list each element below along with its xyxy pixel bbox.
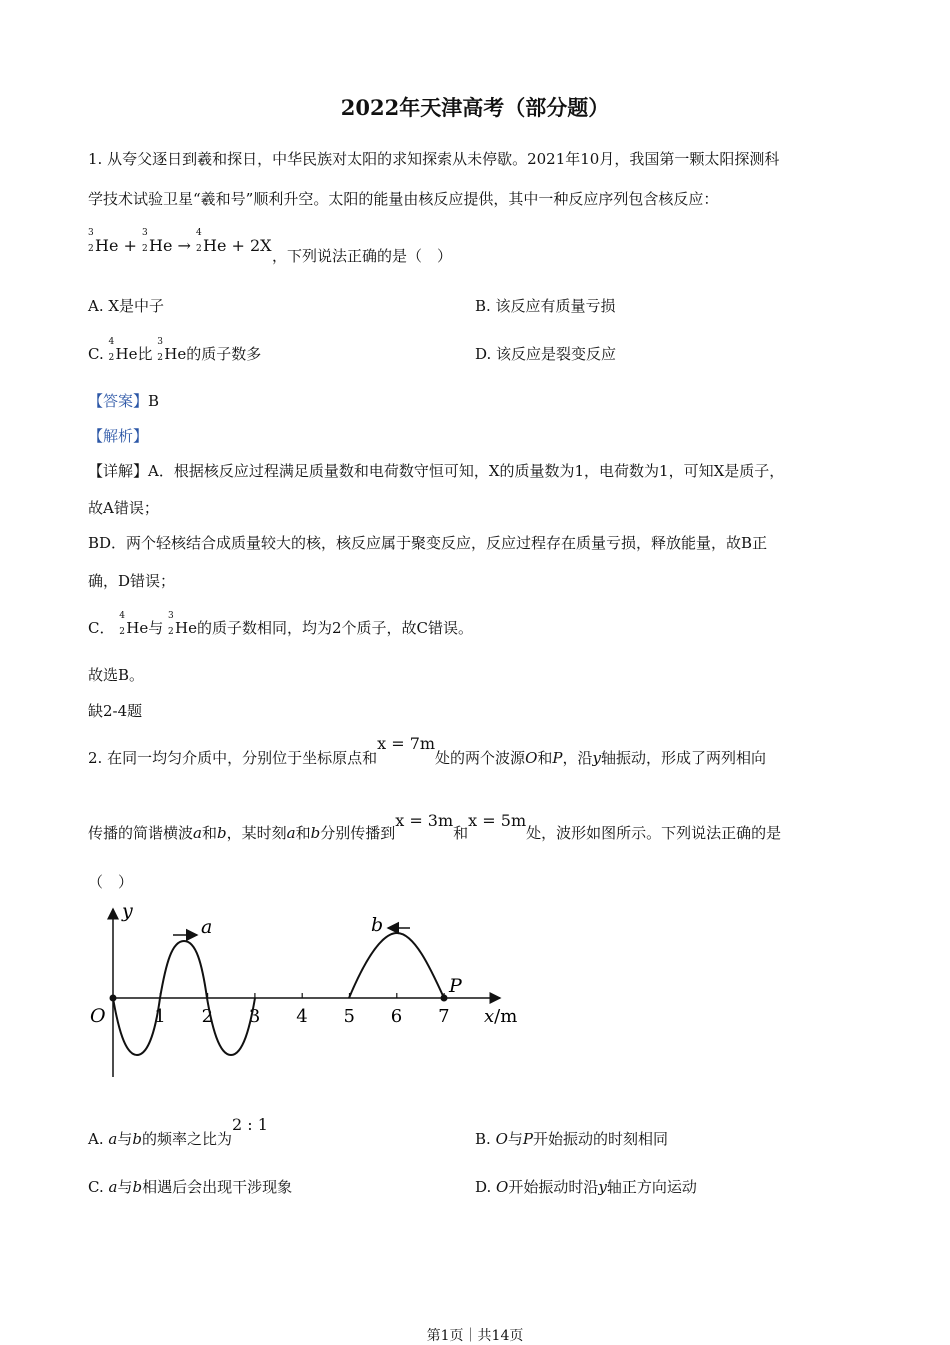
q1-option-b[interactable]: B. 该反应有质量亏损 [475,297,616,315]
q2-option-c[interactable]: C. a与b相遇后会出现干涉现象 [88,1178,293,1196]
wave-a-label: a [201,916,213,938]
wave-b [349,933,444,998]
missing-questions-note: 缺2-4题 [88,702,143,720]
x-tick-label: 1 [154,1006,166,1027]
q1-conclusion: 故选B。 [88,666,145,684]
q1-equation: 3 2 He + 3 2 He → 4 2 He + 2X [88,228,272,255]
q2-stem-line2: 传播的简谐横波a和b，某时刻a和b分别传播到x = 3m和x = 5m处，波形如图所示。下列说法正确的是 [88,811,782,842]
x-tick-label: 3 [248,1006,261,1027]
wave-figure [80,895,540,1085]
x-tick-label: 4 [296,1006,308,1027]
page-title: 2022年天津高考（部分题） [340,95,610,120]
point-p-label: P [449,975,462,997]
q1-detail-line1: 【详解】A．根据核反应过程满足质量数和电荷数守恒可知，X的质量数为1，电荷数为1，可知X是质子， [88,462,785,480]
source-p-dot [441,995,448,1002]
x-tick-label: 6 [390,1006,403,1027]
x-tick-label: 2 [201,1006,214,1027]
x-tick-label: 5 [343,1006,355,1027]
q1-stem-line1: 1. 从夸父逐日到羲和探日，中华民族对太阳的求知探索从未停歇。2021年10月，我国第一颗太阳探测科 [88,150,780,168]
q1-stem-line2: 学技术试验卫星“羲和号”顺利升空。太阳的能量由核反应提供，其中一种反应序列包含核反应： [88,190,719,208]
origin-label: O [90,1005,106,1027]
q1-detail-line5: C． 4 2 He与 3 2 He的质子数相同，均为2个质子，故C错误。 [88,611,474,637]
x-tick-label: 7 [438,1006,450,1027]
q2-option-a[interactable]: A. a与b的频率之比为2 : 1 [88,1115,268,1148]
q1-answer: 【答案】B [88,392,160,410]
x-axis-label: x/m [484,1006,518,1027]
q1-stem-tail: ，下列说法正确的是（ ） [272,247,453,265]
q2-stem-line1: 2. 在同一均匀介质中，分别位于坐标原点和x = 7m处的两个波源O和P，沿y轴振动，形成了两列相向 [88,734,766,767]
q1-analysis-label: 【解析】 [88,427,149,445]
q1-detail-line3: BD．两个轻核结合成质量较大的核，核反应属于聚变反应，反应过程存在质量亏损，释放能量，故B正 [88,534,768,552]
q2-option-d[interactable]: D. O开始振动时沿y轴正方向运动 [475,1178,697,1196]
q1-option-c[interactable]: C. 4 2 He比 3 2 He的质子数多 [88,337,262,363]
q1-detail-line2: 故A错误； [88,499,159,517]
q1-detail-line4: 确，D错误； [88,572,176,590]
page-footer: 第1页｜共14页 [426,1328,524,1344]
source-o-dot [110,995,117,1002]
q2-option-b[interactable]: B. O与P开始振动的时刻相同 [475,1130,669,1148]
q1-option-a[interactable]: A. X是中子 [88,297,165,315]
y-axis-label: y [122,900,133,922]
wave-b-label: b [371,914,384,936]
q2-stem-line3: （ ） [88,873,134,891]
q1-option-d[interactable]: D. 该反应是裂变反应 [475,345,617,363]
